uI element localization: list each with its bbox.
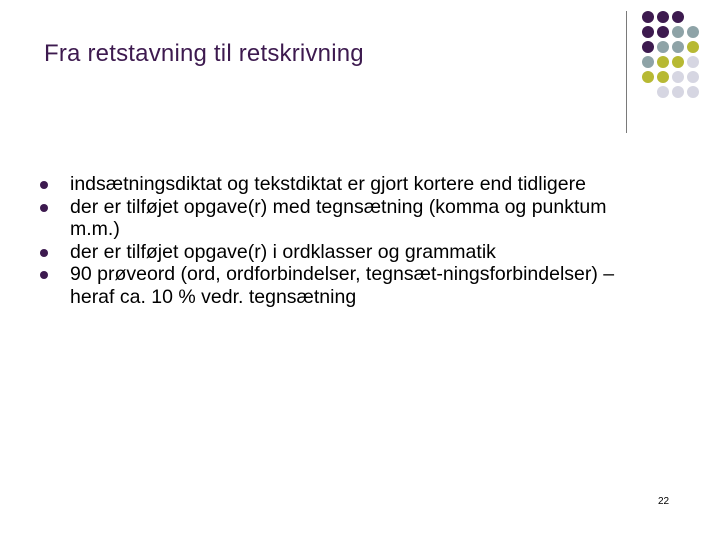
bullet-item bbox=[40, 263, 660, 308]
decorative-dot bbox=[672, 11, 684, 23]
decorative-dot-grid bbox=[0, 0, 720, 140]
bullet-item bbox=[40, 173, 660, 196]
slide-title: Fra retstavning til retskrivning bbox=[44, 40, 364, 67]
bullet-dot-icon bbox=[40, 249, 48, 257]
decorative-dot bbox=[672, 26, 684, 38]
decorative-dot bbox=[657, 56, 669, 68]
decorative-dot bbox=[642, 71, 654, 83]
decorative-dot bbox=[672, 41, 684, 53]
bullet-text: indsætningsdiktat og tekstdiktat er gjort kortere end tidligere bbox=[70, 173, 586, 195]
decorative-dot bbox=[642, 56, 654, 68]
decorative-dot bbox=[687, 41, 699, 53]
bullet-list bbox=[40, 173, 660, 308]
bullet-item bbox=[40, 241, 660, 264]
decorative-dot bbox=[687, 71, 699, 83]
bullet-text: der er tilføjet opgave(r) med tegnsætning (komma og punktum m.m.) bbox=[70, 195, 607, 240]
decorative-dot bbox=[642, 11, 654, 23]
decorative-dot bbox=[642, 41, 654, 53]
decorative-dot bbox=[672, 56, 684, 68]
bullet-item bbox=[40, 196, 660, 241]
decorative-dot bbox=[657, 11, 669, 23]
decorative-dot bbox=[642, 26, 654, 38]
decorative-dot bbox=[672, 71, 684, 83]
decorative-dot bbox=[687, 56, 699, 68]
decorative-dot bbox=[657, 41, 669, 53]
bullet-dot-icon bbox=[40, 204, 48, 212]
decorative-dot bbox=[687, 86, 699, 98]
page-number: 22 bbox=[658, 496, 670, 507]
bullet-text: 90 prøveord (ord, ordforbindelser, tegnsæt-ningsforbindelser) – heraf ca. 10 % vedr. tegnsætning bbox=[70, 263, 615, 308]
decorative-dot bbox=[657, 86, 669, 98]
decorative-dot bbox=[687, 26, 699, 38]
decorative-dot bbox=[672, 86, 684, 98]
decorative-dot bbox=[657, 26, 669, 38]
bullet-dot-icon bbox=[40, 181, 48, 189]
bullet-text: der er tilføjet opgave(r) i ordklasser og grammatik bbox=[70, 240, 496, 263]
bullet-dot-icon bbox=[40, 271, 48, 279]
decorative-dot bbox=[657, 71, 669, 83]
